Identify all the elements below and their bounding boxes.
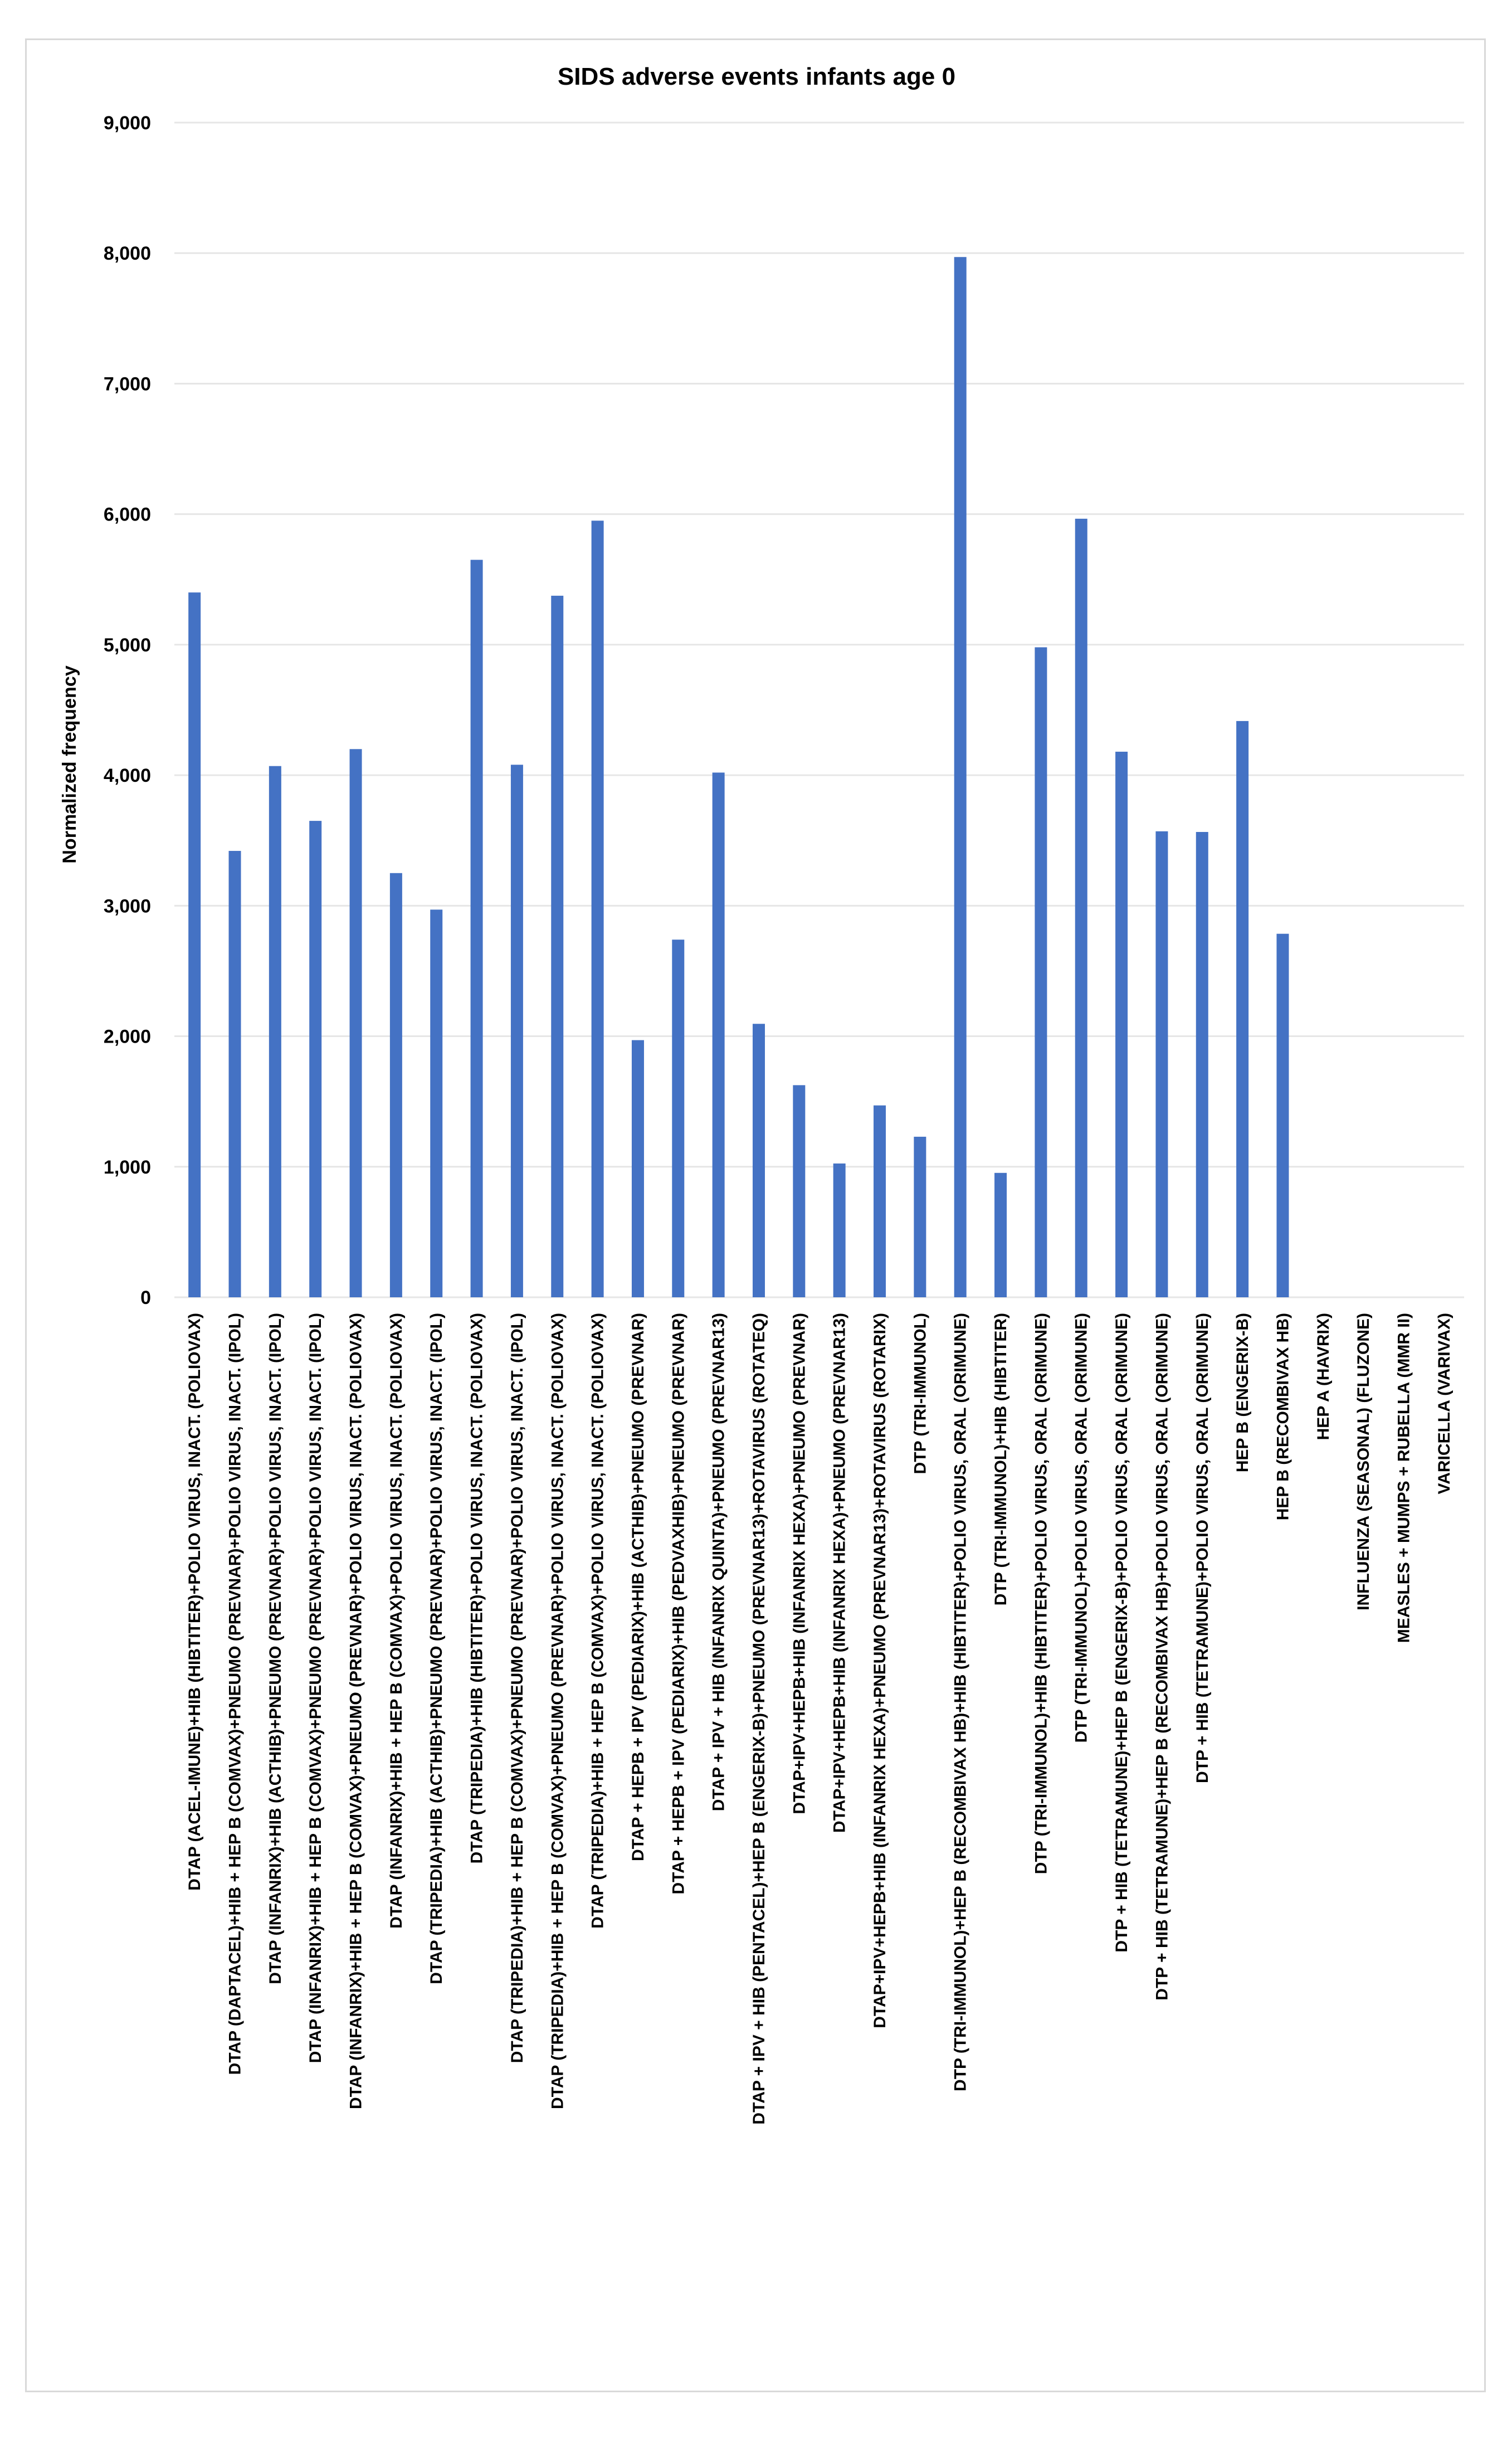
x-category-label: DTAP+IPV+HEPB+HIB (INFANRIX HEXA)+PNEUMO (PREVNAR13)+ROTAVIRUS (ROTARIX) — [871, 1313, 890, 2028]
x-category-label: DTAP + IPV + HIB (INFANRIX QUINTA)+PNEUMO (PREVNAR13) — [709, 1313, 728, 1812]
x-category-label: DTAP + HEPB + IPV (PEDIARIX)+HIB (ACTHIB)+PNEUMO (PREVNAR) — [628, 1313, 647, 1862]
x-axis-category-labels — [186, 1313, 1454, 2125]
bar — [713, 772, 725, 1297]
bar — [1155, 831, 1168, 1297]
x-category-label: DTAP (ACEL-IMUNE)+HIB (HIBTITER)+POLIO VIRUS, INACT. (POLIOVAX) — [186, 1313, 204, 1891]
bar — [1196, 832, 1208, 1297]
y-axis-label: Normalized frequency — [59, 665, 80, 864]
bar — [833, 1164, 846, 1297]
bar — [994, 1173, 1007, 1297]
x-category-label: DTAP+IPV+HEPB+HIB (INFANRIX HEXA)+PNEUMO (PREVNAR) — [790, 1313, 809, 1814]
bars — [188, 257, 1289, 1297]
x-category-label: HEP A (HAVRIX) — [1314, 1313, 1333, 1440]
bar — [914, 1137, 926, 1297]
bar — [672, 940, 684, 1297]
x-category-label: DTP (TRI-IMMUNOL)+HEP B (RECOMBIVAX HB)+HIB (HIBTITER)+POLIO VIRUS, ORAL (ORIMUNE) — [951, 1313, 970, 2091]
y-tick-label: 2,000 — [103, 1026, 151, 1048]
y-tick-label: 3,000 — [103, 895, 151, 917]
x-category-label: DTAP (TRIPEDIA)+HIB + HEP B (COMVAX)+PNEUMO (PREVNAR)+POLIO VIRUS, INACT. (POLIOVAX) — [548, 1313, 567, 2110]
x-category-label: INFLUENZA (SEASONAL) (FLUZONE) — [1354, 1313, 1373, 1610]
x-category-label: DTAP (TRIPEDIA)+HIB + HEP B (COMVAX)+POLIO VIRUS, INACT. (POLIOVAX) — [588, 1313, 607, 1929]
x-category-label: DTAP (TRIPEDIA)+HIB (HIBTITER)+POLIO VIRUS, INACT. (POLIOVAX) — [467, 1313, 486, 1864]
bar — [1115, 752, 1128, 1297]
y-axis-ticks — [104, 113, 151, 1308]
gridlines — [174, 123, 1464, 1297]
x-category-label: DTAP (INFANRIX)+HIB + HEP B (COMVAX)+PNEUMO (PREVNAR)+POLIO VIRUS, INACT. (IPOL) — [306, 1313, 325, 2063]
bar — [874, 1106, 886, 1297]
x-category-label: DTP (TRI-IMMUNOL) — [911, 1313, 930, 1474]
bar — [511, 765, 523, 1297]
y-tick-label: 0 — [140, 1287, 151, 1308]
bar — [188, 592, 201, 1297]
bar — [954, 257, 967, 1297]
x-category-label: DTAP (INFANRIX)+HIB + HEP B (COMVAX)+PNEUMO (PREVNAR)+POLIO VIRUS, INACT. (POLIOVAX) — [347, 1313, 365, 2110]
y-tick-label: 9,000 — [103, 113, 151, 134]
bar — [551, 596, 563, 1297]
y-tick-label: 6,000 — [103, 504, 151, 525]
x-category-label: DTAP (TRIPEDIA)+HIB + HEP B (COMVAX)+PNEUMO (PREVNAR)+POLIO VIRUS, INACT. (IPOL) — [508, 1313, 526, 2063]
y-tick-label: 4,000 — [103, 765, 151, 787]
y-tick-label: 7,000 — [103, 373, 151, 395]
y-tick-label: 8,000 — [103, 243, 151, 265]
bar — [1236, 721, 1248, 1297]
x-category-label: DTAP (TRIPEDIA)+HIB (ACTHIB)+PNEUMO (PREVNAR)+POLIO VIRUS, INACT. (IPOL) — [427, 1313, 446, 1984]
y-tick-label: 1,000 — [103, 1156, 151, 1178]
bar — [269, 766, 281, 1297]
bar — [1035, 648, 1047, 1297]
x-category-label: HEP B (RECOMBIVAX HB) — [1274, 1313, 1292, 1521]
x-category-label: DTAP (INFANRIX)+HIB + HEP B (COMVAX)+POLIO VIRUS, INACT. (POLIOVAX) — [387, 1313, 406, 1929]
bar — [350, 749, 362, 1297]
bar — [793, 1085, 805, 1297]
x-category-label: DTP (TRI-IMMUNOL)+POLIO VIRUS, ORAL (ORIMUNE) — [1072, 1313, 1091, 1743]
chart-title: SIDS adverse events infants age 0 — [557, 63, 956, 90]
bar — [471, 560, 483, 1297]
bar — [632, 1040, 644, 1297]
x-category-label: MEASLES + MUMPS + RUBELLA (MMR II) — [1394, 1313, 1413, 1643]
x-category-label: DTP + HIB (TETRAMUNE)+HEP B (ENGERIX-B)+POLIO VIRUS, ORAL (ORIMUNE) — [1113, 1313, 1131, 1953]
bar — [1276, 934, 1289, 1297]
x-category-label: VARICELLA (VARIVAX) — [1435, 1313, 1454, 1495]
x-category-label: DTP (TRI-IMMUNOL)+HIB (HIBTITER) — [992, 1313, 1011, 1606]
x-category-label: DTAP (DAPTACEL)+HIB + HEP B (COMVAX)+PNEUMO (PREVNAR)+POLIO VIRUS, INACT. (IPOL) — [226, 1313, 245, 2075]
x-category-label: DTAP+IPV+HEPB+HIB (INFANRIX HEXA)+PNEUMO (PREVNAR13) — [830, 1313, 849, 1833]
bar — [430, 909, 442, 1297]
bar — [1075, 519, 1087, 1297]
bar — [390, 873, 402, 1297]
bar — [309, 821, 321, 1297]
bar — [229, 851, 241, 1297]
x-category-label: DTP + HIB (TETRAMUNE)+HEP B (RECOMBIVAX HB)+POLIO VIRUS, ORAL (ORIMUNE) — [1153, 1313, 1172, 2001]
bar — [592, 520, 604, 1297]
x-category-label: DTAP (INFANRIX)+HIB (ACTHIB)+PNEUMO (PREVNAR)+POLIO VIRUS, INACT. (IPOL) — [266, 1313, 285, 1984]
x-category-label: DTP + HIB (TETRAMUNE)+POLIO VIRUS, ORAL (ORIMUNE) — [1193, 1313, 1212, 1783]
x-category-label: DTP (TRI-IMMUNOL)+HIB (HIBTITER)+POLIO VIRUS, ORAL (ORIMUNE) — [1032, 1313, 1051, 1875]
x-category-label: DTAP + IPV + HIB (PENTACEL)+HEP B (ENGERIX-B)+PNEUMO (PREVNAR13)+ROTAVIRUS (ROTATEQ) — [749, 1313, 768, 2125]
bar-chart — [27, 40, 1484, 2391]
chart-frame — [25, 38, 1486, 2392]
x-category-label: DTAP + HEPB + IPV (PEDIARIX)+HIB (PEDVAXHIB)+PNEUMO (PREVNAR) — [669, 1313, 688, 1895]
y-tick-label: 5,000 — [103, 634, 151, 656]
bar — [753, 1024, 765, 1297]
x-category-label: HEP B (ENGERIX-B) — [1233, 1313, 1252, 1473]
